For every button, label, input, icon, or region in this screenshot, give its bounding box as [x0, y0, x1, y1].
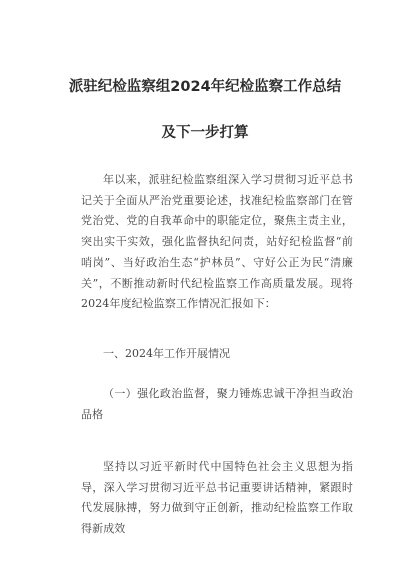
section-heading: 一、2024年工作开展情况: [103, 347, 230, 360]
document-title-line-2: 及下一步打算: [161, 125, 249, 141]
subsection-heading: （一）强化政治监督，聚力锤炼忠诚干净担当政治品格: [81, 387, 353, 421]
document-title-line-1: 派驻纪检监察组2024年纪检监察工作总结: [68, 79, 342, 95]
intro-paragraph: 年以来，派驻纪检监察组深入学习贯彻习近平总书记关于全面从严治党重要论述，找准纪检监察部门在管党治党、党的自我革命中的职能定位，聚焦主责主业，突出实干实效，强化监督执纪问责，站好纪检监督“前哨岗”、当好政治生态“护林员”、守好公正为民“清廉关”，不断推动新时代纪检监察工作高质量发展。现将2024年度纪检监察工作情况汇报如下：: [81, 173, 353, 311]
body-paragraph: 坚持以习近平新时代中国特色社会主义思想为指导，深入学习贯彻习近平总书记重要讲话精神，紧跟时代发展脉搏，努力做到守正创新，推动纪检监察工作取得新成效: [81, 460, 353, 536]
